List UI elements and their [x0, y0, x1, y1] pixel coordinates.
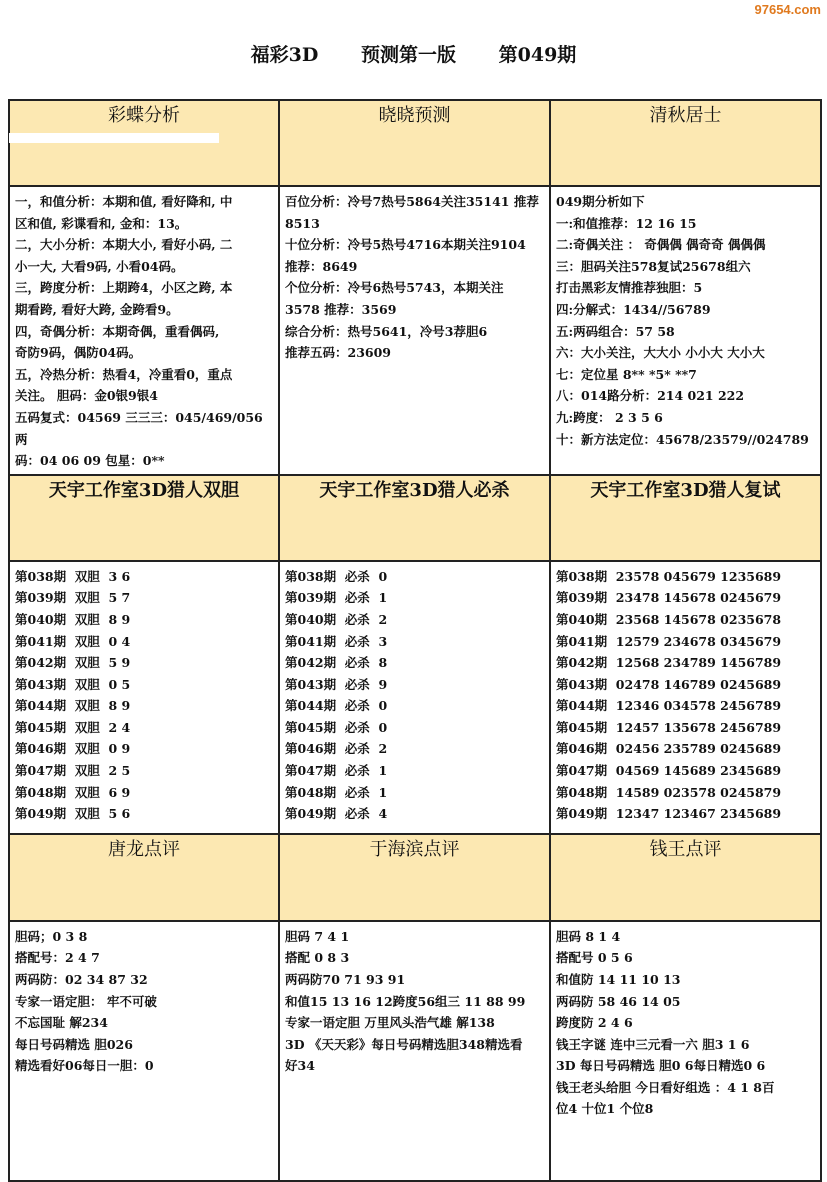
- text-line: 第040期 23568 145678 0235678: [556, 611, 782, 627]
- text-line: 推荐五码：23609: [285, 345, 391, 361]
- text-line: 推荐：8649: [285, 258, 358, 274]
- text-line: 第044期 12346 034578 2456789: [556, 698, 782, 714]
- header-qingqiu: 清秋居士: [550, 100, 821, 186]
- text-line: 第039期 双胆 5 7: [15, 590, 131, 606]
- text-line: 两码防70 71 93 91: [285, 971, 406, 987]
- text-line: 第045期 必杀 0: [285, 719, 388, 735]
- text-line: 第048期 双胆 6 9: [15, 784, 131, 800]
- text-line: 搭配号 0 5 6: [556, 950, 633, 966]
- text-line: 第049期 必杀 4: [285, 806, 388, 822]
- text-line: 十位分析：冷号5热号4716本期关注9104: [285, 237, 526, 253]
- yuhaibin-comment: [279, 921, 550, 1181]
- text-line: 3D 《天天彩》每日号码精选胆348精选看: [285, 1036, 523, 1052]
- header-caidie: 彩蝶分析: [9, 100, 279, 186]
- text-line: 九:跨度： 2 3 5 6: [556, 409, 663, 425]
- text-line: 第046期 双胆 0 9: [15, 741, 131, 757]
- text-line: 搭配 0 8 3: [285, 950, 350, 966]
- text-line: 位4 十位1 个位8: [556, 1101, 654, 1117]
- text-line: 五:两码组合：57 58: [556, 323, 675, 339]
- text-line: 8513: [285, 215, 320, 231]
- title-edition: 预测第一版: [361, 44, 457, 66]
- text-line: 第041期 双胆 0 4: [15, 633, 131, 649]
- text-line: 一，和值分析：本期和值, 看好降和, 中: [15, 194, 233, 209]
- text-line: 好34: [285, 1058, 315, 1074]
- text-line: 第048期 14589 023578 0245879: [556, 784, 782, 800]
- text-line: 第043期 双胆 0 5: [15, 676, 131, 692]
- text-line: 综合分析：热号5641，冷号3荐胆6: [285, 323, 488, 339]
- caidie-analysis: [9, 186, 279, 475]
- text-line: 不忘国耻 解234: [15, 1015, 108, 1031]
- text-line: 第040期 双胆 8 9: [15, 611, 131, 627]
- site-watermark: 97654.com: [754, 2, 821, 17]
- text-line: 个位分析：冷号6热号5743，本期关注: [285, 280, 504, 296]
- text-line: 第046期 必杀 2: [285, 741, 388, 757]
- text-line: 三，跨度分析：上期跨4，小区之跨, 本: [15, 280, 233, 296]
- text-line: 专家一语定胆 万里风头浩气雄 解138: [285, 1015, 495, 1031]
- text-line: 第041期 必杀 3: [285, 633, 388, 649]
- text-line: 和值15 13 16 12跨度56组三 11 88 99: [285, 993, 526, 1009]
- text-line: 第041期 12579 234678 0345679: [556, 633, 782, 649]
- text-line: 胆码 7 4 1: [285, 928, 350, 944]
- text-line: 第042期 双胆 5 9: [15, 655, 131, 671]
- text-line: 期看跨, 看好大跨, 金跨看9。: [15, 301, 179, 317]
- qianwang-comment: [550, 921, 821, 1181]
- header-fushi: 天宇工作室3D猎人复试: [550, 475, 821, 561]
- text-line: 奇防9码，偶防04码。: [15, 345, 142, 361]
- text-line: 第042期 必杀 8: [285, 655, 388, 671]
- text-line: 和值防 14 11 10 13: [556, 971, 681, 987]
- text-line: 第047期 04569 145689 2345689: [556, 763, 782, 779]
- shuangdan-list: [9, 561, 279, 834]
- bisha-list: [279, 561, 550, 834]
- text-line: 八：014路分析：214 021 222: [556, 388, 745, 404]
- text-line: 第038期 双胆 3 6: [15, 568, 131, 584]
- fushi-list: [550, 561, 821, 834]
- text-line: 胆码；0 3 8: [15, 928, 88, 944]
- header-xiaoxiao: 晓晓预测: [279, 100, 550, 186]
- text-line: 四:分解式：1434//56789: [556, 301, 711, 317]
- text-line: 十：新方法定位：45678/23579//024789: [556, 431, 809, 447]
- text-line: 码：04 06 09 包星：0**: [15, 453, 165, 469]
- text-line: 一:和值推荐：12 16 15: [556, 215, 697, 231]
- text-line: 钱王字谜 连中三元看一六 胆3 1 6: [556, 1036, 750, 1052]
- text-line: 049期分析如下: [556, 194, 645, 209]
- text-line: 第049期 双胆 5 6: [15, 806, 131, 822]
- text-line: 第044期 双胆 8 9: [15, 698, 131, 714]
- text-line: 第045期 双胆 2 4: [15, 719, 131, 735]
- text-line: 关注。 胆码：金0银9银4: [15, 388, 158, 404]
- header-bisha: 天宇工作室3D猎人必杀: [279, 475, 550, 561]
- text-line: 3D 每日号码精选 胆0 6每日精选0 6: [556, 1058, 766, 1074]
- text-line: 五，冷热分析：热看4，冷重看0，重点: [15, 366, 233, 382]
- text-line: 第043期 必杀 9: [285, 676, 388, 692]
- header-qianwang: 钱王点评: [550, 834, 821, 921]
- text-line: 精选看好06每日一胆：0: [15, 1058, 154, 1074]
- header-yuhaibin: 于海滨点评: [279, 834, 550, 921]
- text-line: 第039期 23478 145678 0245679: [556, 590, 782, 606]
- text-line: 钱王老头给胆 今日看好组选 ：4 1 8百: [556, 1079, 775, 1095]
- page-title: [6, 40, 821, 67]
- text-line: 第046期 02456 235789 0245689: [556, 741, 782, 757]
- text-line: 区和值, 彩谍看和, 金和：13。: [15, 215, 188, 231]
- xiaoxiao-prediction: [279, 186, 550, 475]
- header-tanglong: 唐龙点评: [9, 834, 279, 921]
- text-line: 二:奇偶关注 ： 奇偶偶 偶奇奇 偶偶偶: [556, 237, 766, 253]
- text-line: 七：定位星 8** *5* **7: [556, 366, 697, 382]
- text-line: 百位分析：冷号7热号5864关注35141 推荐: [285, 194, 539, 209]
- text-line: 第049期 12347 123467 2345689: [556, 806, 782, 822]
- text-line: 第043期 02478 146789 0245689: [556, 676, 782, 692]
- text-line: 3578 推荐：3569: [285, 301, 397, 317]
- qingqiu-analysis: [550, 186, 821, 475]
- text-line: 第047期 必杀 1: [285, 763, 388, 779]
- text-line: 胆码 8 1 4: [556, 928, 621, 944]
- text-line: 第040期 必杀 2: [285, 611, 388, 627]
- tanglong-comment: [9, 921, 279, 1181]
- text-line: 每日号码精选 胆026: [15, 1036, 133, 1052]
- text-line: 打击黑彩友情推荐独胆：5: [556, 280, 703, 296]
- text-line: 四，奇偶分析：本期奇偶，重看偶码,: [15, 323, 220, 339]
- prediction-table: [8, 99, 822, 1182]
- text-line: 五码复式：04569 三三三：045/469/056 两: [15, 409, 263, 447]
- text-line: 二，大小分析：本期大小, 看好小码, 二: [15, 237, 233, 253]
- header-shuangdan: 天宇工作室3D猎人双胆: [9, 475, 279, 561]
- text-line: 小一大, 大看9码, 小看04码。: [15, 258, 184, 274]
- text-line: 跨度防 2 4 6: [556, 1015, 633, 1031]
- text-line: 第044期 必杀 0: [285, 698, 388, 714]
- text-line: 第042期 12568 234789 1456789: [556, 655, 782, 671]
- text-line: 六：大小关注，大大小 小小大 大小大: [556, 345, 765, 361]
- text-line: 专家一语定胆： 牢不可破: [15, 993, 157, 1009]
- title-issue: 第049期: [498, 44, 577, 66]
- text-line: 第039期 必杀 1: [285, 590, 388, 606]
- text-line: 第045期 12457 135678 2456789: [556, 719, 782, 735]
- text-line: 搭配号：2 4 7: [15, 950, 100, 966]
- text-line: 三：胆码关注578复试25678组六: [556, 258, 751, 274]
- text-line: 第038期 必杀 0: [285, 568, 388, 584]
- redaction-mark: [9, 133, 219, 143]
- text-line: 第038期 23578 045679 1235689: [556, 568, 782, 584]
- text-line: 第047期 双胆 2 5: [15, 763, 131, 779]
- title-lottery: 福彩3D: [250, 44, 319, 66]
- text-line: 两码防：02 34 87 32: [15, 971, 148, 987]
- text-line: 两码防 58 46 14 05: [556, 993, 681, 1009]
- text-line: 第048期 必杀 1: [285, 784, 388, 800]
